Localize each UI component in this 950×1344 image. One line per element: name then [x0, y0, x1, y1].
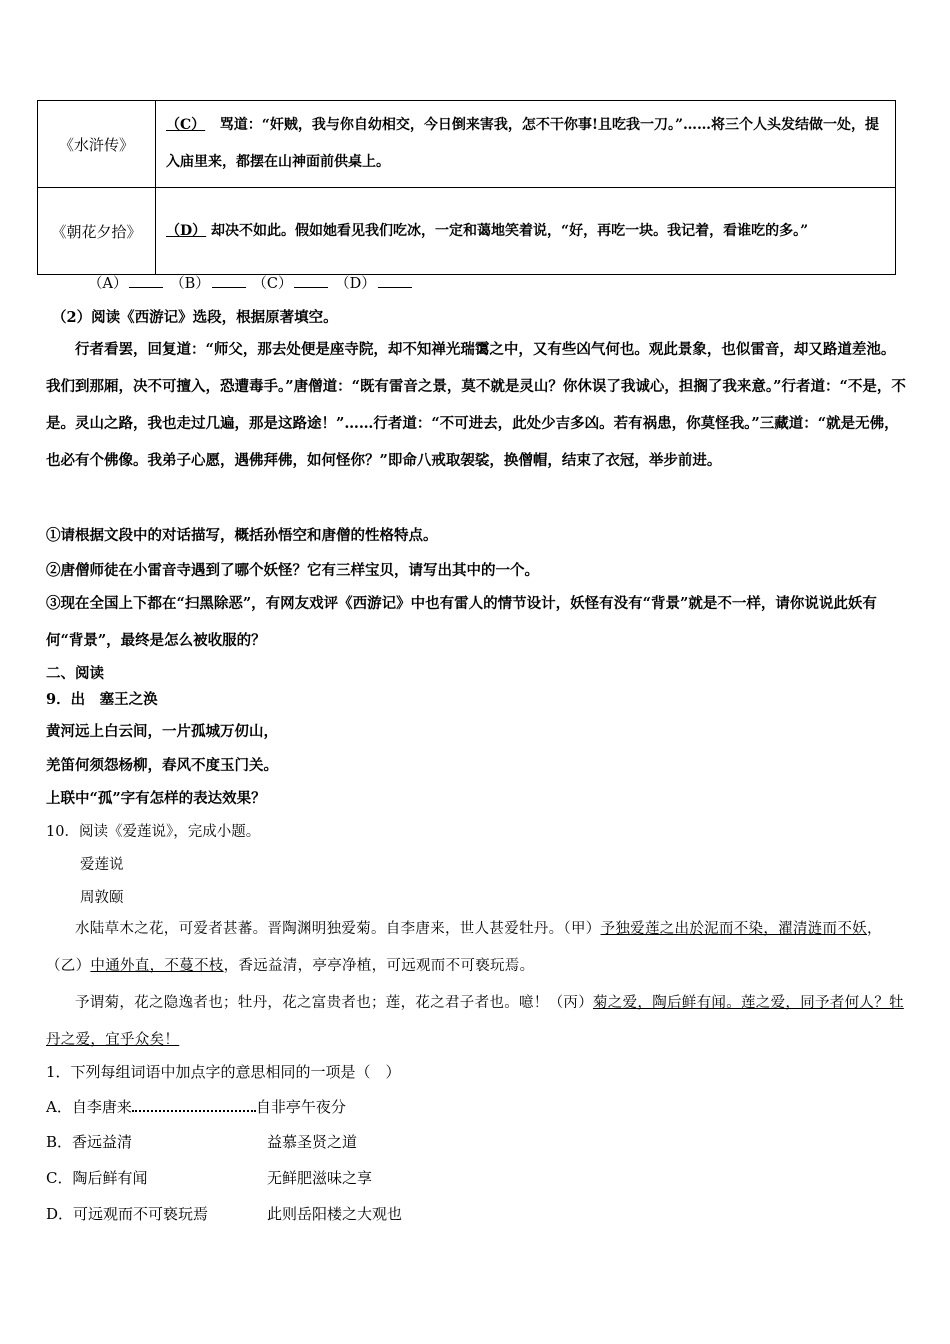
poem-line-1: 黄河远上白云间，一片孤城万仞山，	[46, 723, 278, 740]
mc-option-c-right: 无鲜肥滋味之享	[267, 1169, 373, 1187]
blank-label: （D）	[166, 222, 207, 239]
poem-line-2: 羌笛何须怨杨柳，春风不度玉门关。	[46, 757, 278, 774]
answer-blank-b[interactable]	[212, 275, 246, 288]
mc-option-c[interactable]: C．陶后鲜有闻	[46, 1169, 148, 1187]
underlined-jia: 予独爱莲之出於泥而不染，濯清涟而不妖	[600, 921, 867, 937]
book-title-cell: 《朝花夕拾》	[38, 188, 156, 275]
blank-label: （C）	[166, 117, 206, 133]
section-heading: 二、阅读	[46, 665, 104, 682]
underlined-yi: 中通外直，不蔓不枝	[90, 958, 224, 974]
underlined-bing: 菊之爱，陶后鲜有闻。莲之爱，同予者何人？牡丹之爱，宜乎众矣！	[46, 995, 904, 1048]
essay-paragraph-2: 予谓菊，花之隐逸者也；牡丹，花之富贵者也；莲，花之君子者也。噫！（丙）菊之爱，陶后鲜有闻。莲之爱，同予者何人？牡丹之爱，宜乎众矣！	[46, 995, 904, 1048]
excerpt-table	[37, 100, 896, 275]
q2-sub1: ①请根据文段中的对话描写，概括孙悟空和唐僧的性格特点。	[46, 527, 438, 544]
answer-blanks: （A） （B） （C） （D）	[88, 272, 414, 293]
quote-cell	[156, 101, 896, 188]
mc-question: 1．下列每组词语中加点字的意思相同的一项是（ ）	[46, 1063, 401, 1081]
table-row	[38, 101, 896, 188]
q2-sub3: ③现在全国上下都在“扫黑除恶”，有网友戏评《西游记》中也有雷人的情节设计，妖怪有没有“背景”就是不一样，请你说说此妖有何“背景”，最终是怎么被收服的？	[46, 595, 877, 649]
q10-intro: 10．阅读《爱莲说》，完成小题。	[46, 824, 261, 840]
table-row	[38, 188, 896, 275]
xiyouji-passage: 行者看罢，回复道：“师父，那去处便是座寺院，却不知禅光瑞霭之中，又有些凶气何也。观此景象，也似雷音，却又路道差池。我们到那厢，决不可擅入，恐遭毒手。”唐僧道：“既有雷音之景，莫不就是灵山？你休误了我诚心，担搁了我来意。”行者道：“不是，不是。灵山之路，我也走过几遍，那是这路途！”……行者道：“不可进去，此处少吉多凶。若有祸患，你莫怪我。”三藏道：“就是无佛，也必有个佛像。我弟子心愿，遇佛拜佛，如何怪你？”即命八戒取袈裟，换僧帽，结束了衣冠，举步前进。	[46, 341, 906, 469]
q2-intro: （2）阅读《西游记》选段，根据原著填空。	[52, 309, 338, 326]
essay-author: 周敦颐	[80, 890, 124, 906]
quote-text: 骂道：“奸贼，我与你自幼相交，今日倒来害我，怎不干你事!且吃我一刀。”……将三个人头发结做一处，提入庙里来，都摆在山神面前供桌上。	[166, 117, 880, 170]
quote-text: 却决不如此。假如她看见我们吃冰，一定和蔼地笑着说，“好，再吃一块。我记着，看谁吃的多。”	[211, 222, 809, 239]
mc-option-d[interactable]: D．可远观而不可亵玩焉	[46, 1205, 209, 1223]
essay-title: 爱莲说	[80, 857, 124, 873]
essay-paragraph-1: 水陆草木之花，可爱者甚蕃。晋陶渊明独爱菊。自李唐来，世人甚爱牡丹。（甲）予独爱莲之出於泥而不染，濯清涟而不妖，（乙）中通外直，不蔓不枝，香远益清，亭亭净植，可远观而不可亵玩焉。	[46, 921, 882, 974]
emphasis-dots	[132, 1098, 256, 1112]
q9-question: 上联中“孤”字有怎样的表达效果？	[46, 790, 266, 807]
q2-sub2: ②唐僧师徒在小雷音寺遇到了哪个妖怪？它有三样宝贝，请写出其中的一个。	[46, 562, 539, 579]
answer-blank-d[interactable]	[378, 275, 412, 288]
q9-title: 9．出 塞王之涣	[46, 691, 158, 708]
answer-blank-c[interactable]	[294, 275, 328, 288]
book-title-cell: 《水浒传》	[38, 101, 156, 188]
mc-option-b[interactable]: B．香远益清	[46, 1133, 133, 1151]
mc-option-b-right: 益慕圣贤之道	[267, 1133, 358, 1151]
quote-cell	[156, 188, 896, 275]
mc-option-d-right: 此则岳阳楼之大观也	[267, 1205, 403, 1223]
answer-blank-a[interactable]	[129, 275, 163, 288]
mc-option-a[interactable]: A．自李唐来 自非亭午夜分	[46, 1098, 346, 1116]
